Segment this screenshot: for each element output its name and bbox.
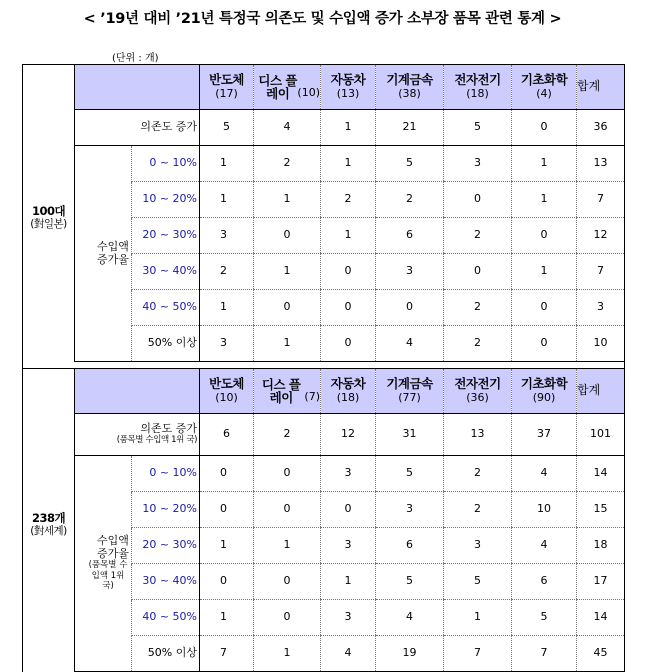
band-value: 0 xyxy=(254,600,321,636)
band-value: 4 xyxy=(321,636,376,672)
band-value: 7 xyxy=(577,182,625,218)
band-value: 2 xyxy=(254,146,321,182)
group-name: 100대 xyxy=(31,203,66,218)
header-corner-cell xyxy=(75,369,200,414)
band-value: 15 xyxy=(577,492,625,528)
band-value: 2 xyxy=(444,456,512,492)
section-gap xyxy=(23,362,625,369)
group-note: (對일본) xyxy=(30,217,67,230)
band-value: 18 xyxy=(577,528,625,564)
band-value: 3 xyxy=(376,254,444,290)
dependency-value: 13 xyxy=(444,414,512,456)
dependency-value: 12 xyxy=(321,414,376,456)
category-name: 기계금속 xyxy=(386,72,433,88)
band-value: 5 xyxy=(376,456,444,492)
band-value: 6 xyxy=(376,218,444,254)
statistics-table xyxy=(22,64,625,672)
category-name: 기초화학 xyxy=(520,376,568,392)
category-header xyxy=(376,369,444,414)
section-gap-cell xyxy=(23,362,625,369)
group-name: 238개 xyxy=(31,510,66,525)
band-value: 0 xyxy=(512,326,577,362)
band-value: 1 xyxy=(321,564,376,600)
band-value: 4 xyxy=(512,456,577,492)
category-count: (13) xyxy=(336,86,360,100)
band-value: 0 xyxy=(254,564,321,600)
category-header xyxy=(512,369,577,414)
band-value: 14 xyxy=(577,456,625,492)
category-header xyxy=(444,369,512,414)
category-header xyxy=(444,65,512,110)
band-value: 0 xyxy=(321,326,376,362)
band-value: 7 xyxy=(512,636,577,672)
category-header xyxy=(321,65,376,110)
increase-rate-label xyxy=(75,146,132,362)
category-name: 자동차 xyxy=(330,72,366,88)
category-name-wrap xyxy=(254,378,320,404)
band-value: 1 xyxy=(254,326,321,362)
category-count: (77) xyxy=(398,390,421,404)
band-value: 3 xyxy=(444,146,512,182)
dependency-value: 1 xyxy=(321,110,376,146)
band-label: 20 ~ 30% xyxy=(132,528,200,564)
band-value: 3 xyxy=(321,528,376,564)
category-name: 자동차 xyxy=(330,376,366,392)
band-value: 0 xyxy=(444,182,512,218)
group-note: (對세계) xyxy=(30,524,67,537)
band-value: 1 xyxy=(254,254,321,290)
category-count: (4) xyxy=(536,86,552,100)
category-header xyxy=(376,65,444,110)
band-label: 40 ~ 50% xyxy=(132,290,200,326)
increase-rate-text: 수입액 증가율 xyxy=(97,239,129,266)
category-name: 기계금속 xyxy=(386,376,433,392)
header-corner-cell xyxy=(75,65,200,110)
category-count: (18) xyxy=(336,390,360,404)
category-name: 기초화학 xyxy=(520,72,568,88)
category-count: (18) xyxy=(466,86,489,100)
band-value: 5 xyxy=(376,146,444,182)
dependency-value: 4 xyxy=(254,110,321,146)
category-count: (38) xyxy=(398,86,421,100)
band-value: 7 xyxy=(444,636,512,672)
band-value: 10 xyxy=(577,326,625,362)
band-value: 1 xyxy=(512,146,577,182)
dependency-value: 6 xyxy=(200,414,254,456)
category-header xyxy=(512,65,577,110)
category-header xyxy=(200,369,254,414)
dependency-value: 21 xyxy=(376,110,444,146)
band-value: 1 xyxy=(200,182,254,218)
band-value: 0 xyxy=(321,492,376,528)
category-header xyxy=(254,65,321,110)
band-value: 2 xyxy=(444,492,512,528)
band-value: 10 xyxy=(512,492,577,528)
band-value: 0 xyxy=(512,290,577,326)
band-value: 4 xyxy=(512,528,577,564)
dependency-value: 0 xyxy=(512,110,577,146)
band-label: 30 ~ 40% xyxy=(132,254,200,290)
category-count: (36) xyxy=(466,390,489,404)
dependency-value: 36 xyxy=(577,110,625,146)
band-label: 50% 이상 xyxy=(132,636,200,672)
band-value: 5 xyxy=(376,564,444,600)
band-value: 0 xyxy=(254,492,321,528)
band-label: 20 ~ 30% xyxy=(132,218,200,254)
band-value: 1 xyxy=(200,528,254,564)
band-value: 0 xyxy=(254,290,321,326)
band-value: 3 xyxy=(376,492,444,528)
band-value: 0 xyxy=(254,456,321,492)
increase-rate-text: 수입액 증가율 xyxy=(97,533,129,560)
band-value: 3 xyxy=(321,456,376,492)
category-name: 전자전기 xyxy=(454,376,501,392)
category-header xyxy=(254,369,321,414)
band-value: 1 xyxy=(321,146,376,182)
total-header: 합계 xyxy=(577,369,625,414)
dependency-value: 31 xyxy=(376,414,444,456)
category-name: 전자전기 xyxy=(454,72,501,88)
band-value: 17 xyxy=(577,564,625,600)
dependency-value: 2 xyxy=(254,414,321,456)
band-label: 30 ~ 40% xyxy=(132,564,200,600)
band-value: 0 xyxy=(444,254,512,290)
band-value: 7 xyxy=(577,254,625,290)
band-label: 10 ~ 20% xyxy=(132,182,200,218)
increase-rate-note: (품목별 수입액 1위 국) xyxy=(88,560,128,592)
band-value: 5 xyxy=(444,564,512,600)
category-header xyxy=(321,369,376,414)
category-count: (7) xyxy=(304,390,320,404)
unit-label: (단위 : 개) xyxy=(112,53,159,64)
dependency-label-text: 의존도 증가 xyxy=(140,120,197,134)
band-value: 3 xyxy=(200,326,254,362)
band-value: 3 xyxy=(321,600,376,636)
band-label: 0 ~ 10% xyxy=(132,456,200,492)
band-value: 0 xyxy=(321,290,376,326)
band-value: 45 xyxy=(577,636,625,672)
band-value: 4 xyxy=(376,326,444,362)
band-label: 40 ~ 50% xyxy=(132,600,200,636)
band-value: 2 xyxy=(200,254,254,290)
category-count: (10) xyxy=(297,86,320,100)
band-label: 10 ~ 20% xyxy=(132,492,200,528)
band-value: 0 xyxy=(376,290,444,326)
total-header: 합계 xyxy=(577,65,625,110)
band-value: 14 xyxy=(577,600,625,636)
band-value: 2 xyxy=(376,182,444,218)
page-title: < ’19년 대비 ’21년 특정국 의존도 및 수입액 증가 소부장 품목 관련 통계 > xyxy=(83,11,562,27)
category-name: 반도체 xyxy=(209,72,244,88)
band-value: 1 xyxy=(254,636,321,672)
band-value: 1 xyxy=(200,146,254,182)
dependency-label-text: 의존도 증가 xyxy=(140,422,197,436)
band-value: 0 xyxy=(254,218,321,254)
band-label: 0 ~ 10% xyxy=(132,146,200,182)
dependency-value: 37 xyxy=(512,414,577,456)
band-value: 0 xyxy=(321,254,376,290)
group-label xyxy=(23,369,75,672)
band-value: 7 xyxy=(200,636,254,672)
category-name-wrap xyxy=(254,74,320,100)
group-label xyxy=(23,65,75,362)
band-value: 3 xyxy=(577,290,625,326)
band-value: 1 xyxy=(444,600,512,636)
band-value: 19 xyxy=(376,636,444,672)
dependency-label-note: (품목별 수입액 1위 국) xyxy=(116,434,197,445)
band-value: 1 xyxy=(512,182,577,218)
dependency-label xyxy=(75,414,200,456)
category-count: (17) xyxy=(215,86,238,100)
category-name: 반도체 xyxy=(209,376,244,392)
dependency-value: 5 xyxy=(200,110,254,146)
band-value: 1 xyxy=(200,600,254,636)
band-value: 2 xyxy=(444,218,512,254)
band-value: 6 xyxy=(376,528,444,564)
dependency-label xyxy=(75,110,200,146)
band-value: 2 xyxy=(444,290,512,326)
band-value: 0 xyxy=(200,564,254,600)
band-label: 50% 이상 xyxy=(132,326,200,362)
category-count: (10) xyxy=(215,390,238,404)
category-count: (90) xyxy=(532,390,556,404)
dependency-value: 5 xyxy=(444,110,512,146)
band-value: 13 xyxy=(577,146,625,182)
band-value: 6 xyxy=(512,564,577,600)
band-value: 1 xyxy=(321,218,376,254)
band-value: 0 xyxy=(512,218,577,254)
dependency-value: 101 xyxy=(577,414,625,456)
band-value: 3 xyxy=(200,218,254,254)
category-name: 디스 플레이 xyxy=(258,72,297,101)
band-value: 1 xyxy=(200,290,254,326)
band-value: 1 xyxy=(254,528,321,564)
band-value: 1 xyxy=(254,182,321,218)
band-value: 0 xyxy=(200,492,254,528)
band-value: 1 xyxy=(512,254,577,290)
band-value: 4 xyxy=(376,600,444,636)
category-header xyxy=(200,65,254,110)
band-value: 0 xyxy=(200,456,254,492)
category-name: 디스 플레이 xyxy=(261,376,301,405)
band-value: 3 xyxy=(444,528,512,564)
increase-rate-label xyxy=(75,456,132,672)
band-value: 12 xyxy=(577,218,625,254)
band-value: 2 xyxy=(444,326,512,362)
band-value: 5 xyxy=(512,600,577,636)
band-value: 2 xyxy=(321,182,376,218)
